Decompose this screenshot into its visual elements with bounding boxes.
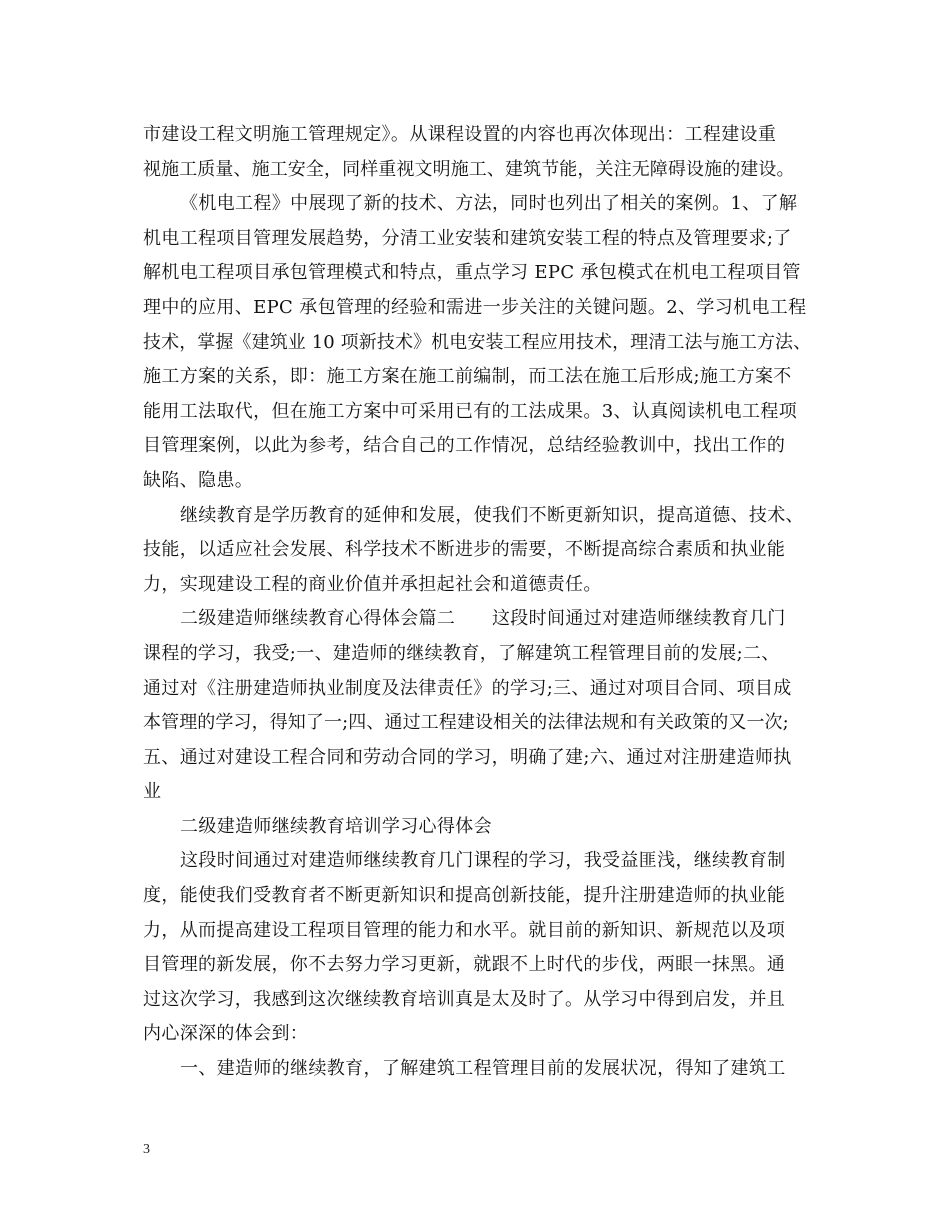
section-heading: 二级建造师继续教育培训学习心得体会 xyxy=(180,815,492,837)
paragraph-start-line: 二级建造师继续教育心得体会篇二 这段时间通过对建造师继续教育几门 xyxy=(180,608,786,630)
text-line: 市建设工程文明施工管理规定》。从课程设置的内容也再次体现出：工程建设重 xyxy=(143,124,777,145)
text-line: 技能，以适应社会发展、科学技术不断进步的需要，不断提高综合素质和执业能 xyxy=(143,539,786,561)
text-line: 缺陷、隐患。 xyxy=(143,469,254,491)
text-line: 理中的应用、EPC 承包管理的经验和需进一步关注的关键问题。2、学习机电工程 xyxy=(143,296,807,318)
page-number: 3 xyxy=(143,1142,150,1157)
text-line: 力，从而提高建设工程项目管理的能力和水平。就目前的新知识、新规范以及项 xyxy=(143,919,786,941)
text-line: 力，实现建设工程的商业价值并承担起社会和道德责任。 xyxy=(143,573,602,595)
text-line: 机电工程项目管理发展趋势，分清工业安装和建筑安装工程的特点及管理要求;了 xyxy=(143,227,792,249)
text-line: 度，能使我们受教育者不断更新知识和提高创新技能，提升注册建造师的执业能 xyxy=(143,885,786,907)
text-line: 课程的学习，我受;一、建造师的继续教育，了解建筑工程管理目前的发展;二、 xyxy=(143,642,780,664)
text-line: 能用工法取代，但在施工方案中可采用已有的工法成果。3、认真阅读机电工程项 xyxy=(143,400,798,422)
paragraph-start-line: 《机电工程》中展现了新的技术、方法，同时也列出了相关的案例。1、了解 xyxy=(180,193,798,215)
text-line: 技术，掌握《建筑业 10 项新技术》机电安装工程应用技术，理清工法与施工方法、 xyxy=(143,331,812,353)
text-line: 解机电工程项目承包管理模式和特点，重点学习 EPC 承包模式在机电工程项目管 xyxy=(143,262,801,284)
text-line: 业 xyxy=(143,781,162,803)
text-line: 目管理案例，以此为参考，结合自己的工作情况，总结经验教训中，找出工作的 xyxy=(143,435,786,457)
text-line: 五、通过对建设工程合同和劳动合同的学习，明确了建;六、通过对注册建造师执 xyxy=(143,746,792,768)
text-line: 视施工质量、施工安全，同样重视文明施工、建筑节能，关注无障碍设施的建设。 xyxy=(143,158,795,180)
text-line: 内心深深的体会到： xyxy=(143,1023,309,1045)
document-body xyxy=(143,118,815,1087)
text-line: 施工方案的关系，即：施工方案在施工前编制，而工法在施工后形成;施工方案不 xyxy=(143,366,792,388)
paragraph-start-line: 继续教育是学历教育的延伸和发展，使我们不断更新知识，提高道德、技术、 xyxy=(180,504,804,526)
paragraph-start-line: 这段时间通过对建造师继续教育几门课程的学习，我受益匪浅，继续教育制 xyxy=(180,850,786,872)
paragraph-start-line: 一、建造师的继续教育，了解建筑工程管理目前的发展状况，得知了建筑工 xyxy=(180,1058,786,1080)
text-line: 过这次学习，我感到这次继续教育培训真是太及时了。从学习中得到启发，并且 xyxy=(143,988,786,1010)
text-line: 通过对《注册建造师执业制度及法律责任》的学习;三、通过对项目合同、项目成 xyxy=(143,677,792,699)
text-line: 目管理的新发展，你不去努力学习更新，就跟不上时代的步伐，两眼一抹黑。通 xyxy=(143,954,786,976)
text-line: 本管理的学习，得知了一;四、通过工程建设相关的法律法规和有关政策的又一次; xyxy=(143,712,789,734)
